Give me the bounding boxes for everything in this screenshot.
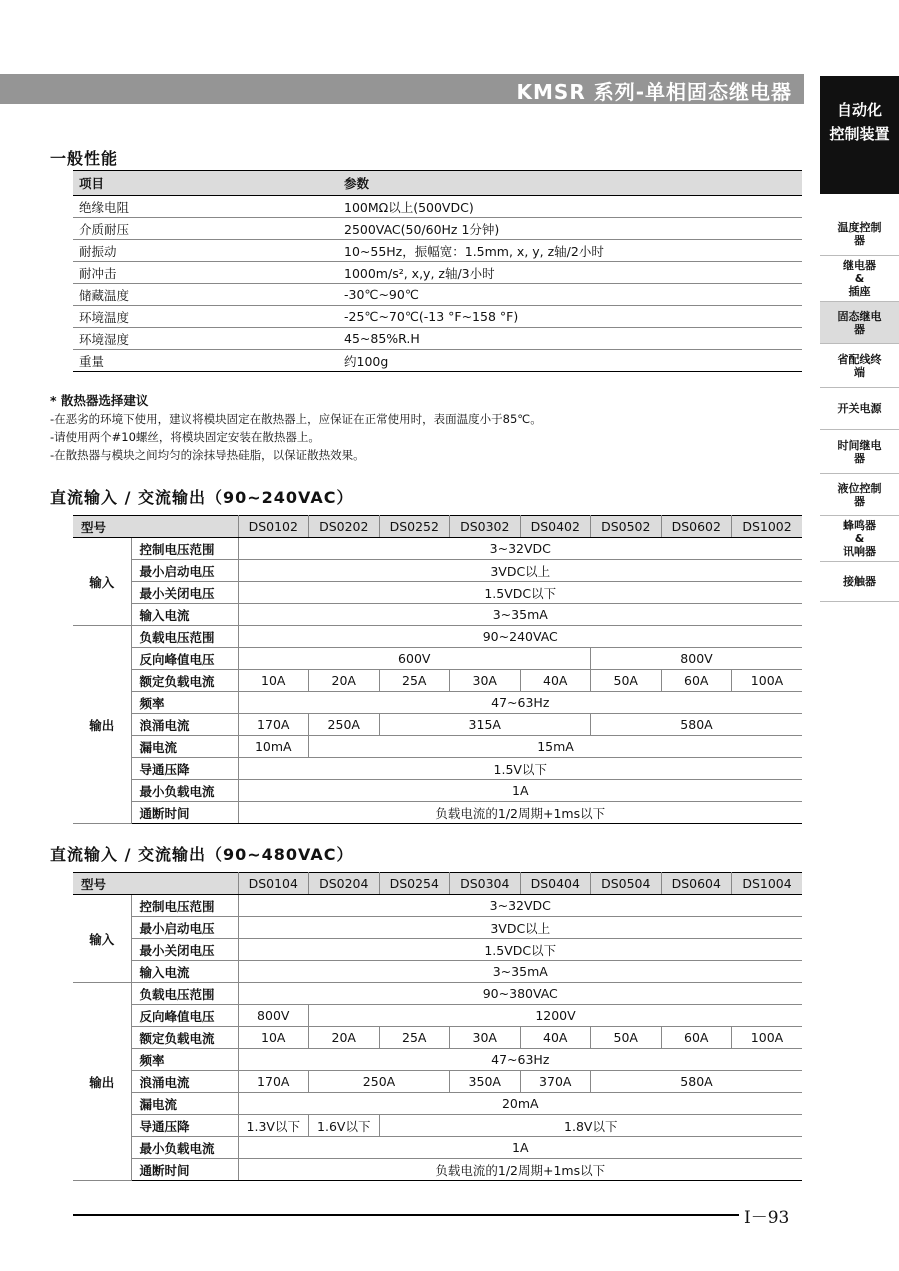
row-label: 最小启动电压 [131, 560, 238, 582]
value-cell: 60A [661, 670, 732, 692]
row-label: 导通压降 [131, 1115, 238, 1137]
model-cell: DS0304 [450, 873, 521, 895]
group-label: 输入 [73, 895, 131, 983]
general-param-cell: 10~55Hz，振幅宽：1.5mm, x, y, z轴/2小时 [338, 240, 802, 262]
spec-table-480vac [73, 872, 802, 1181]
model-cell: DS1004 [732, 873, 803, 895]
value-cell: 800V [591, 648, 803, 670]
row-label: 控制电压范围 [131, 895, 238, 917]
model-label: 型号 [73, 516, 238, 538]
value-cell: 1.6V以下 [309, 1115, 380, 1137]
model-cell: DS1002 [732, 516, 803, 538]
row-label: 输入电流 [131, 604, 238, 626]
value-cell: 负载电流的1/2周期+1ms以下 [238, 802, 802, 824]
table1-heading: 直流输入 / 交流输出（90~240VAC） [50, 488, 354, 507]
value-cell: 25A [379, 670, 450, 692]
sidebar-item[interactable] [820, 388, 899, 430]
spec-row [73, 1115, 802, 1137]
row-label: 负载电压范围 [131, 983, 238, 1005]
value-cell: 25A [379, 1027, 450, 1049]
row-label: 最小负载电流 [131, 780, 238, 802]
value-cell: 600V [238, 648, 591, 670]
notes-title: * 散热器选择建议 [50, 393, 149, 408]
page-number: I－93 [744, 1208, 790, 1228]
general-item-cell: 耐振动 [73, 240, 338, 262]
spec-row [73, 626, 802, 648]
value-cell: 3~32VDC [238, 895, 802, 917]
model-cell: DS0402 [520, 516, 591, 538]
sidebar-item-label: 开关电源 [837, 402, 882, 415]
general-param-cell: -25℃~70℃(-13 °F~158 °F) [338, 306, 802, 328]
value-cell: 40A [520, 670, 591, 692]
spec-row [73, 714, 802, 736]
spec-row [73, 1005, 802, 1027]
row-label: 额定负载电流 [131, 670, 238, 692]
spec-row [73, 1159, 802, 1181]
row-label: 最小关闭电压 [131, 582, 238, 604]
value-cell: 580A [591, 714, 803, 736]
heatsink-notes [50, 392, 542, 464]
sidebar-item-label: 继电器 [843, 259, 876, 272]
model-cell: DS0404 [520, 873, 591, 895]
general-param-cell: 100MΩ以上(500VDC) [338, 196, 802, 218]
value-cell: 100A [732, 1027, 803, 1049]
footer-rule [73, 1214, 739, 1216]
value-cell: 1.3V以下 [238, 1115, 309, 1137]
row-label: 最小关闭电压 [131, 939, 238, 961]
general-item-cell: 环境温度 [73, 306, 338, 328]
value-cell: 1200V [309, 1005, 803, 1027]
value-cell: 47~63Hz [238, 692, 802, 714]
model-header-row [73, 516, 802, 538]
table2-heading: 直流输入 / 交流输出（90~480VAC） [50, 845, 354, 864]
general-row [73, 306, 802, 328]
general-row [73, 284, 802, 306]
sidebar-item-label: 器 [854, 494, 865, 508]
value-cell: 10A [238, 1027, 309, 1049]
value-cell: 250A [309, 1071, 450, 1093]
model-cell: DS0204 [309, 873, 380, 895]
sidebar-item-label: 固态继电 [837, 309, 882, 323]
value-cell: 50A [591, 670, 662, 692]
model-header-row [73, 873, 802, 895]
sidebar-item-label: 端 [854, 365, 865, 379]
value-cell: 负载电流的1/2周期+1ms以下 [238, 1159, 802, 1181]
value-cell: 100A [732, 670, 803, 692]
spec-row [73, 780, 802, 802]
value-cell: 1.5VDC以下 [238, 582, 802, 604]
value-cell: 47~63Hz [238, 1049, 802, 1071]
row-label: 负载电压范围 [131, 626, 238, 648]
spec-row [73, 939, 802, 961]
general-row [73, 196, 802, 218]
general-row [73, 218, 802, 240]
general-param-cell: -30℃~90℃ [338, 284, 802, 306]
spec-row [73, 1071, 802, 1093]
sidebar-item-label: 省配线终 [837, 352, 882, 366]
general-param-cell: 45~85%R.H [338, 328, 802, 350]
spec-row [73, 582, 802, 604]
sidebar-nav [820, 212, 899, 602]
spec-row [73, 1093, 802, 1115]
general-param-cell: 2500VAC(50/60Hz 1分钟) [338, 218, 802, 240]
row-label: 输入电流 [131, 961, 238, 983]
row-label: 最小负载电流 [131, 1137, 238, 1159]
general-table [73, 170, 802, 372]
spec-row [73, 961, 802, 983]
spec-row [73, 1027, 802, 1049]
value-cell: 90~380VAC [238, 983, 802, 1005]
value-cell: 1.5VDC以下 [238, 939, 802, 961]
notes-line: -在恶劣的环境下使用，建议将模块固定在散热器上，应保证在正常使用时，表面温度小于85℃。 [50, 412, 542, 426]
spec-row [73, 1049, 802, 1071]
row-label: 最小启动电压 [131, 917, 238, 939]
model-cell: DS0102 [238, 516, 309, 538]
value-cell: 1A [238, 780, 802, 802]
value-cell: 3~35mA [238, 604, 802, 626]
notes-line: -在散热器与模块之间均匀的涂抹导热硅脂，以保证散热效果。 [50, 448, 365, 462]
general-row [73, 350, 802, 372]
value-cell: 10mA [238, 736, 309, 758]
notes-line: -请使用两个#10螺丝，将模块固定安装在散热器上。 [50, 430, 320, 444]
value-cell: 250A [309, 714, 380, 736]
value-cell: 10A [238, 670, 309, 692]
general-item-cell: 介质耐压 [73, 218, 338, 240]
page-title: KMSR 系列-单相固态继电器 [516, 80, 792, 104]
row-label: 浪涌电流 [131, 1071, 238, 1093]
general-item-cell: 环境湿度 [73, 328, 338, 350]
general-item-cell: 储藏温度 [73, 284, 338, 306]
general-item-cell: 耐冲击 [73, 262, 338, 284]
sidebar-item-label: & [854, 272, 865, 285]
sidebar-item[interactable] [820, 302, 899, 344]
value-cell: 1.5V以下 [238, 758, 802, 780]
sidebar-item[interactable] [820, 212, 899, 256]
model-cell: DS0202 [309, 516, 380, 538]
model-cell: DS0502 [591, 516, 662, 538]
model-cell: DS0302 [450, 516, 521, 538]
sidebar-item[interactable] [820, 256, 899, 302]
value-cell: 3VDC以上 [238, 917, 802, 939]
spec-row [73, 648, 802, 670]
value-cell: 170A [238, 1071, 309, 1093]
general-row [73, 240, 802, 262]
row-label: 导通压降 [131, 758, 238, 780]
spec-row [73, 670, 802, 692]
general-row [73, 262, 802, 284]
model-cell: DS0104 [238, 873, 309, 895]
row-label: 控制电压范围 [131, 538, 238, 560]
spec-row [73, 538, 802, 560]
general-item-cell: 绝缘电阻 [73, 196, 338, 218]
value-cell: 20mA [238, 1093, 802, 1115]
value-cell: 3~35mA [238, 961, 802, 983]
row-label: 反向峰值电压 [131, 1005, 238, 1027]
general-item-cell: 重量 [73, 350, 338, 372]
spec-row [73, 758, 802, 780]
value-cell: 30A [450, 1027, 521, 1049]
sidebar-item-label: 液位控制 [837, 481, 882, 495]
row-label: 漏电流 [131, 736, 238, 758]
value-cell: 90~240VAC [238, 626, 802, 648]
sidebar-category-line-1: 自动化 [836, 101, 882, 119]
value-cell: 50A [591, 1027, 662, 1049]
model-cell: DS0504 [591, 873, 662, 895]
value-cell: 370A [520, 1071, 591, 1093]
general-param-cell: 约100g [338, 350, 802, 372]
value-cell: 800V [238, 1005, 309, 1027]
sidebar-category-line-2: 控制装置 [829, 125, 890, 143]
model-cell: DS0602 [661, 516, 732, 538]
spec-row [73, 604, 802, 626]
spec-row [73, 917, 802, 939]
row-label: 通断时间 [131, 802, 238, 824]
model-label: 型号 [73, 873, 238, 895]
sidebar-item-label: & [854, 532, 865, 545]
sidebar-item-label: 器 [854, 233, 865, 247]
general-param-cell: 1000m/s², x,y, z轴/3小时 [338, 262, 802, 284]
col-param: 参数 [338, 171, 802, 196]
model-cell: DS0604 [661, 873, 732, 895]
spec-row [73, 736, 802, 758]
group-label: 输出 [73, 626, 131, 824]
row-label: 浪涌电流 [131, 714, 238, 736]
model-cell: DS0252 [379, 516, 450, 538]
spec-row [73, 1137, 802, 1159]
header-bar [0, 74, 804, 104]
col-item: 项目 [73, 171, 338, 196]
general-header-row [73, 171, 802, 196]
row-label: 反向峰值电压 [131, 648, 238, 670]
sidebar-item[interactable] [820, 474, 899, 516]
general-heading: 一般性能 [50, 149, 119, 168]
sidebar-item-label: 温度控制 [837, 220, 882, 234]
spec-row [73, 895, 802, 917]
value-cell: 40A [520, 1027, 591, 1049]
spec-row [73, 802, 802, 824]
sidebar-item-label: 插座 [848, 285, 871, 298]
value-cell: 580A [591, 1071, 803, 1093]
sidebar-item[interactable] [820, 430, 899, 474]
row-label: 频率 [131, 692, 238, 714]
general-row [73, 328, 802, 350]
sidebar-item[interactable] [820, 516, 899, 562]
sidebar-item-label: 器 [854, 451, 865, 465]
sidebar-item[interactable] [820, 344, 899, 388]
sidebar-item-label: 接触器 [843, 575, 876, 588]
value-cell: 20A [309, 1027, 380, 1049]
group-label: 输入 [73, 538, 131, 626]
value-cell: 20A [309, 670, 380, 692]
row-label: 通断时间 [131, 1159, 238, 1181]
value-cell: 30A [450, 670, 521, 692]
value-cell: 1A [238, 1137, 802, 1159]
value-cell: 315A [379, 714, 591, 736]
spec-row [73, 983, 802, 1005]
sidebar-item-label: 蜂鸣器 [843, 519, 876, 532]
sidebar-item-label: 讯响器 [843, 545, 876, 558]
sidebar-category [820, 76, 899, 194]
spec-table-240vac [73, 515, 802, 824]
value-cell: 170A [238, 714, 309, 736]
value-cell: 3VDC以上 [238, 560, 802, 582]
model-cell: DS0254 [379, 873, 450, 895]
spec-row [73, 560, 802, 582]
value-cell: 3~32VDC [238, 538, 802, 560]
value-cell: 1.8V以下 [379, 1115, 802, 1137]
row-label: 频率 [131, 1049, 238, 1071]
sidebar-item[interactable] [820, 562, 899, 602]
value-cell: 350A [450, 1071, 521, 1093]
spec-row [73, 692, 802, 714]
group-label: 输出 [73, 983, 131, 1181]
value-cell: 15mA [309, 736, 803, 758]
value-cell: 60A [661, 1027, 732, 1049]
row-label: 漏电流 [131, 1093, 238, 1115]
row-label: 额定负载电流 [131, 1027, 238, 1049]
sidebar-item-label: 时间继电 [837, 438, 882, 452]
sidebar-item-label: 器 [854, 322, 865, 336]
